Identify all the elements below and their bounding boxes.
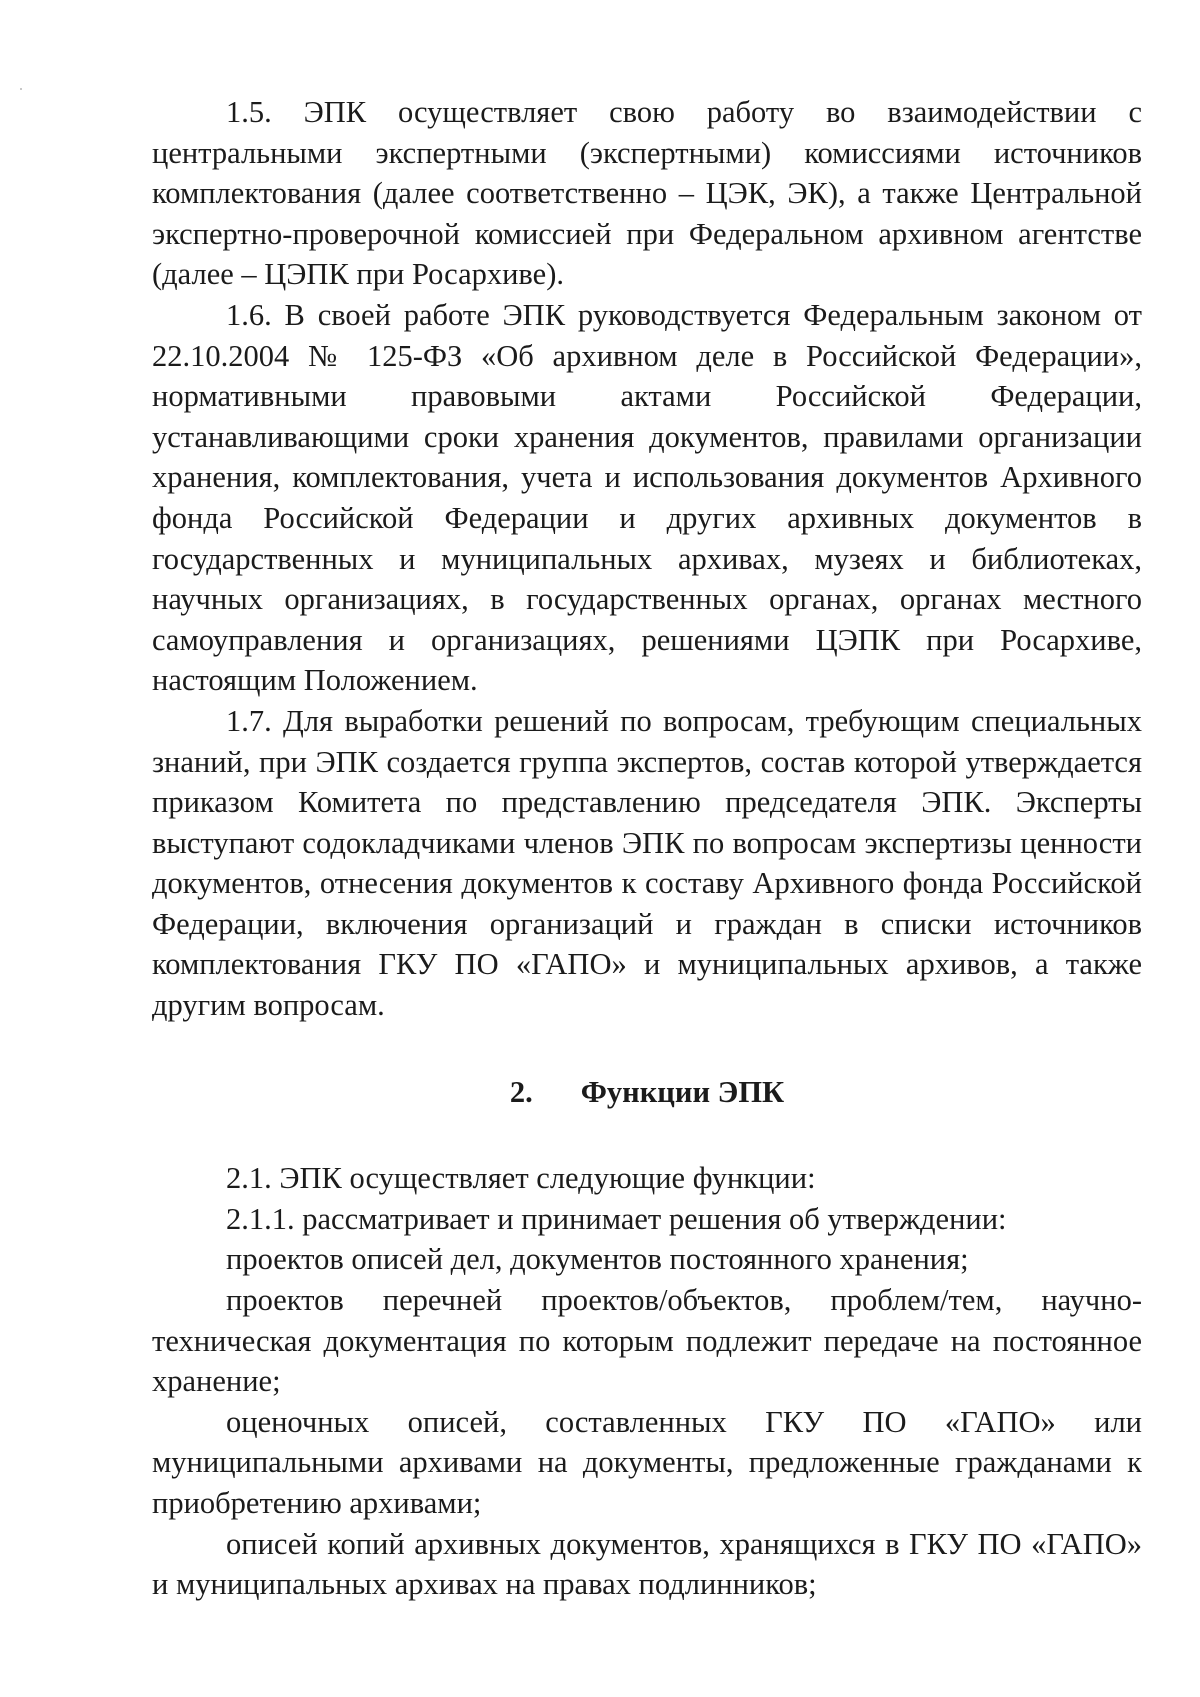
section-title: Функции ЭПК: [580, 1074, 785, 1109]
section-heading: [152, 1072, 1142, 1113]
paragraph-2-1-1: 2.1.1. рассматривает и принимает решения об утверждении:: [226, 1201, 1007, 1236]
paragraph-2-1: 2.1. ЭПК осуществляет следующие функции:: [226, 1161, 816, 1196]
section-number: 2.: [509, 1074, 533, 1109]
paragraph-1-7: 1.7. Для выработки решений по вопросам, требующим специальных знаний, при ЭПК создается группа экспертов, состав которой утверждается приказом Комитета по представлению председателя ЭПК. Эксперты выступают содокладчиками членов ЭПК по вопросам экспертизы ценности документов, отнесения документов к составу Архивного фонда Российской Федерации, включения организаций и граждан в списки источников комплектования ГКУ ПО «ГАПО» и муниципальных архивов, а также другим вопросам.: [152, 703, 1142, 1023]
paragraph-1-5: 1.5. ЭПК осуществляет свою работу во взаимодействии с центральными экспертными (экспертными) комиссиями источников комплектования (далее соответственно – ЦЭК, ЭК), а также Центральной экспертно-проверочной комиссией при Федеральном архивном агентстве (далее – ЦЭПК при Росархиве).: [152, 95, 1142, 292]
list-item-project-lists: проектов перечней проектов/объектов, проблем/тем, научно-техническая документация по которым подлежит передаче на постоянное хранение;: [152, 1283, 1142, 1399]
scan-speck: [20, 88, 22, 90]
list-item-inventories: проектов описей дел, документов постоянного хранения;: [226, 1242, 969, 1277]
list-item-copy-inventories: описей копий архивных документов, хранящихся в ГКУ ПО «ГАПО» и муниципальных архивах на правах подлинников;: [152, 1526, 1142, 1602]
paragraph-1-6: 1.6. В своей работе ЭПК руководствуется Федеральным законом от 22.10.2004 № 125-ФЗ «Об архивном деле в Российской Федерации», нормативными правовыми актами Российской Федерации, устанавливающими сроки хранения документов, правилами организации хранения, комплектования, учета и использования документов Архивного фонда Российской Федерации и других архивных документов в государственных и муниципальных архивах, музеях и библиотеках, научных организациях, в государственных органах, органах местного самоуправления и организациях, решениями ЦЭПК при Росархиве, настоящим Положением.: [152, 297, 1142, 698]
list-item-evaluation-inventories: оценочных описей, составленных ГКУ ПО «ГАПО» или муниципальными архивами на документы, предложенные гражданами к приобретению архивами;: [152, 1404, 1142, 1520]
